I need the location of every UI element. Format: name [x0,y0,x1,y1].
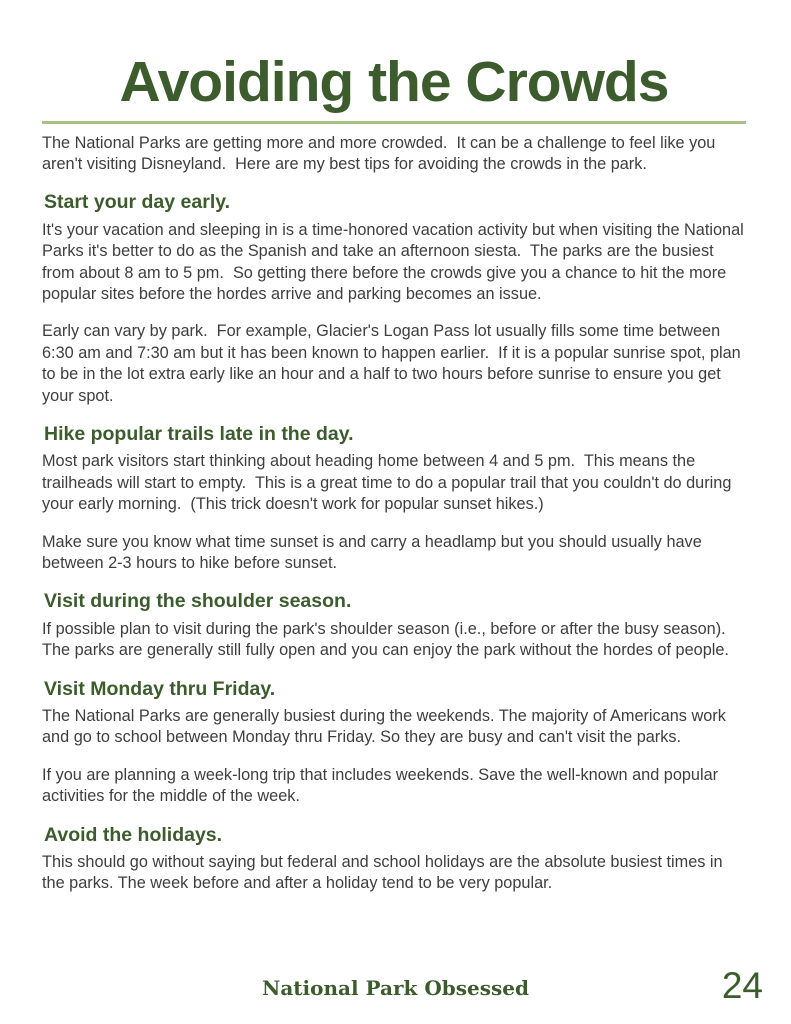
paragraph: If you are planning a week-long trip that includes weekends. Save the well-known and popular activities for the middle of the week. [42,765,723,806]
title-divider [42,121,746,124]
section-heading-shoulder-season: Visit during the shoulder season. [44,590,352,613]
section-heading-avoid-holidays: Avoid the holidays. [44,823,223,846]
intro-paragraph: The National Parks are getting more and more crowded. It can be a challenge to feel like you aren't visiting Disneyland. Here are my best tips for avoiding the crowds in the park. [42,133,720,173]
paragraph: The National Parks are generally busiest during the weekends. The majority of Americans work and go to school between Monday thru Friday. So they are busy and can't visit the parks. [42,707,731,747]
section-heading-hike-late: Hike popular trails late in the day. [44,423,354,445]
page-footer [0,966,791,1024]
section-heading-start-early: Start your day early. [44,191,231,214]
paragraph: Most park visitors start thinking about heading home between 4 and 5 pm. This means the trailheads will start to empty. This is a great time to do a popular trail that you couldn't do during your early morning. (This trick doesn't work for popular sunset hikes.) [42,452,736,514]
paragraph: This should go without saying but federal and school holidays are the absolute busiest times in the parks. The week before and after a holiday tend to be very popular. [42,853,728,893]
page-number: 24 [721,965,763,1006]
paragraph: It's your vacation and sleeping in is a time-honored vacation activity but when visiting the National Parks it's better to do as the Spanish and take an afternoon siesta. The parks are the busiest from about 8 am to 5 pm. So getting there before the crowds give you a chance to hit the more popular sites before the hordes arrive and parking becomes an issue. [42,220,749,303]
paragraph: If possible plan to visit during the park's shoulder season (i.e., before or after the busy season). The parks are generally still fully open and you can enjoy the park without the hordes of people. [42,619,735,660]
page-title: Avoiding the Crowds [119,50,669,114]
paragraph: Early can vary by park. For example, Glacier's Logan Pass lot usually fills some time between 6:30 am and 7:30 am but it has been known to happen earlier. If it is a popular sunrise spot, plan to be in the lot extra early like an hour and a half to two hours before sunrise to ensure you get your spot. [42,322,746,405]
section-heading-monday-friday: Visit Monday thru Friday. [44,677,276,700]
footer-brand: National Park Obsessed [262,976,529,1000]
paragraph: Make sure you know what time sunset is and carry a headlamp but you should usually have between 2-3 hours to hike before sunset. [42,532,707,573]
